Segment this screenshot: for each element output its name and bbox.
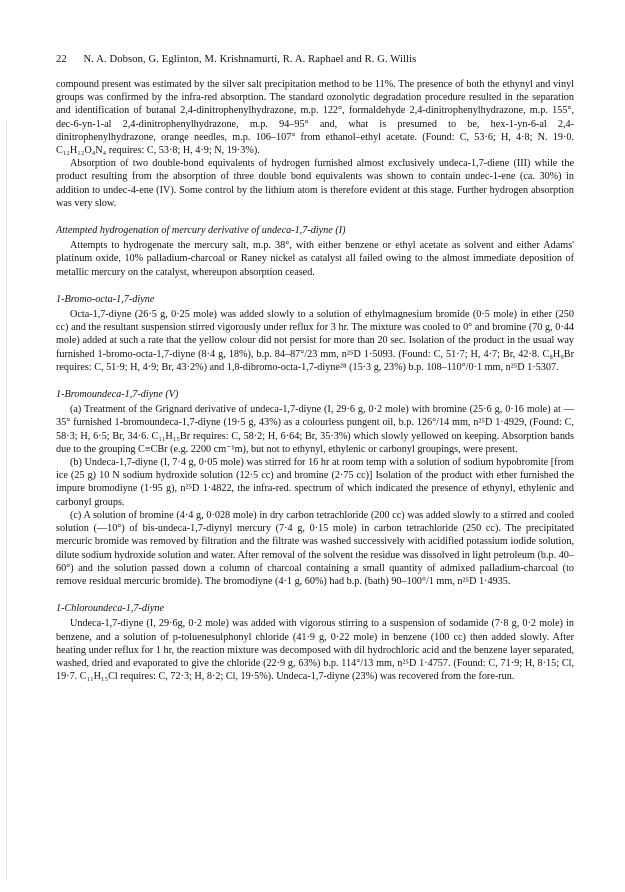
paragraph-method-a: (a) Treatment of the Grignard derivative of undeca-1,7-diyne (I, 29·6 g, 0·2 mole) with bromine (25·6 g, 0·16 mole) at —35° furnished 1-bromoundeca-1,7-diyne (19·5 g, 43%) as a colourless pungent oil, b.p. 126°/14 mm, n²⁵D 1·4929, (Found: C, 58·3; H, 6·5; Br, 34·6. C₁₁H₁₅Br requires: C, 58·2; H, 6·64; Br, 35·3%) which slowly yellowed on keeping. Absorption bands due to the grouping C≡CBr (e.g. 2200 cm⁻¹m), but not to ethynyl, ethylenic or carbonyl groupings, were present. [56, 404, 574, 455]
page-number: 22 [56, 54, 67, 65]
author-line: N. A. Dobson, G. Eglinton, M. Krishnamurti, R. A. Raphael and R. G. Willis [83, 54, 417, 65]
section-heading-bromo-octadiyne: 1-Bromo-octa-1,7-diyne [56, 293, 155, 305]
section-heading-hydrogenation: Attempted hydrogenation of mercury derivative of undeca-1,7-diyne (I) [56, 225, 346, 237]
paragraph-hydrogen-absorption: Absorption of two double-bond equivalents of hydrogen furnished almost exclusively undeca-1,7-diene (III) while the product resulting from the absorption of three double bond equivalents was shown to contain undec-1-ene (ca. 30%) in addition to undec-4-ene (IV). Some control by the lithium atom is therefore evident at this stage. Further hydrogen absorption was very slow. [56, 158, 574, 209]
section-heading-bromoundecadiyne: 1-Bromoundeca-1,7-diyne (V) [56, 389, 179, 401]
paragraph-method-c: (c) A solution of bromine (4·4 g, 0·028 mole) in dry carbon tetrachloride (200 cc) was added slowly to a stirred and cooled solution (—10°) of bis-undeca-1,7-diynyl mercury (7·4 g, 0·15 mole) in carbon tetrachloride (250 cc). The precipitated mercuric bromide was removed by filtration and the filtrate was washed successively with acidified potassium iodide solution, dilute sodium hydroxide solution and water. After removal of the solvent the residue was dissolved in light petroleum (b.p. 40–60°) and the solution passed down a column of charcoal containing a small quantity of admixed palladium-charcoal (to remove residual mercuric bromide). The bromodiyne (4·1 g, 60%) had b.p. (bath) 90–100°/1 mm, n²⁵D 1·4935. [56, 509, 574, 587]
paragraph-bromo-octadiyne: Octa-1,7-diyne (26·5 g, 0·25 mole) was added slowly to a solution of ethylmagnesium bromide (0·5 mole) in ether (250 cc) and the resultant suspension stirred vigorously under reflux for 3 hr. The mixture was cooled to 0° and bromine (70 g, 0·44 mole) added at such a rate that the yellow colour did not persist for more than 20 sec. Isolation of the product in the usual way furnished 1-bromo-octa-1,7-diyne (8·4 g, 18%), b.p. 84–87°/23 mm, n²⁵D 1·5093. (Found: C, 51·7; H, 4·7; Br, 42·8. C₈H₉Br requires: C, 51·9; H, 4·9; Br, 43·2%) and 1,8-dibromo-octa-1,7-diyne²⁸ (15·3 g, 23%) b.p. 108–110°/0·1 mm, n²⁵D 1·5307. [56, 309, 574, 373]
scan-edge-line [6, 120, 7, 880]
running-header [56, 54, 576, 65]
article-body [56, 78, 574, 683]
section-heading-chloroundecadiyne: 1-Chloroundeca-1,7-diyne [56, 603, 164, 615]
paragraph-chloroundecadiyne: Undeca-1,7-diyne (I, 29·6g, 0·2 mole) was added with vigorous stirring to a suspension of sodamide (7·8 g, 0·2 mole) in benzene, and a solution of p-toluenesulphonyl chloride (41·9 g, 0·22 mole) in benzene (100 cc) then added slowly. After heating under reflux for 1 hr, the reaction mixture was decomposed with dil hydrochloric acid and the benzene layer separated, washed, dried and evaporated to give the chloride (22·9 g, 63%) b.p. 114°/13 mm, n²⁵D 1·4757. (Found: C, 71·9; H, 8·15; Cl, 19·7. C₁₁H₁₅Cl requires: C, 72·3; H, 8·2; Cl, 19·5%). Undeca-1,7-diyne (23%) was recovered from the fore-run. [56, 618, 574, 683]
paragraph-method-b: (b) Undeca-1,7-diyne (I, 7·4 g, 0·05 mole) was stirred for 16 hr at room temp with a solution of sodium hypobromite [from ice (25 g) 10 N sodium hydroxide solution (12·5 cc) and bromine (2·75 cc)] Isolation of the product with ether furnished the impure bromodiyne (1·95 g), n²⁵D 1·4822, the infra-red. spectrum of which indicated the presence of ethynyl, ethylenic and carbonyl groups. [56, 457, 574, 508]
paragraph-ozonolysis: compound present was estimated by the silver salt precipitation method to be 11%. The presence of both the ethynyl and vinyl groups was confirmed by the infra-red absorption. The standard ozonolytic degradation procedure resulted in the separation and identification of butanal 2,4-dinitrophenylhydrazone, m.p. 122°, formaldehyde 2,4-dinitrophenylhydrazone, m.p. 155°, dec-6-yn-1-al 2,4-dinitrophenylhydrazone, m.p. 94–95° and, what is presumed to be, hex-1-yn-6-al 2,4-dinitrophenylhydrazone, orange needles, m.p. 106–107° from ethanol–ethyl acetate. (Found: C, 53·6; H, 4·8; N. 19·0. C₁₂H₁₂O₄N₄ requires: C, 53·8; H, 4·9; N, 19·3%). [56, 79, 574, 157]
paragraph-mercury-hydrogenation: Attempts to hydrogenate the mercury salt, m.p. 38°, with either benzene or ethyl acetate as solvent and either Adams' platinum oxide, 10% palladium-charcoal or Raney nickel as catalyst all failed owing to the almost immediate deposition of metallic mercury on the catalyst, whereupon absorption ceased. [56, 240, 574, 278]
